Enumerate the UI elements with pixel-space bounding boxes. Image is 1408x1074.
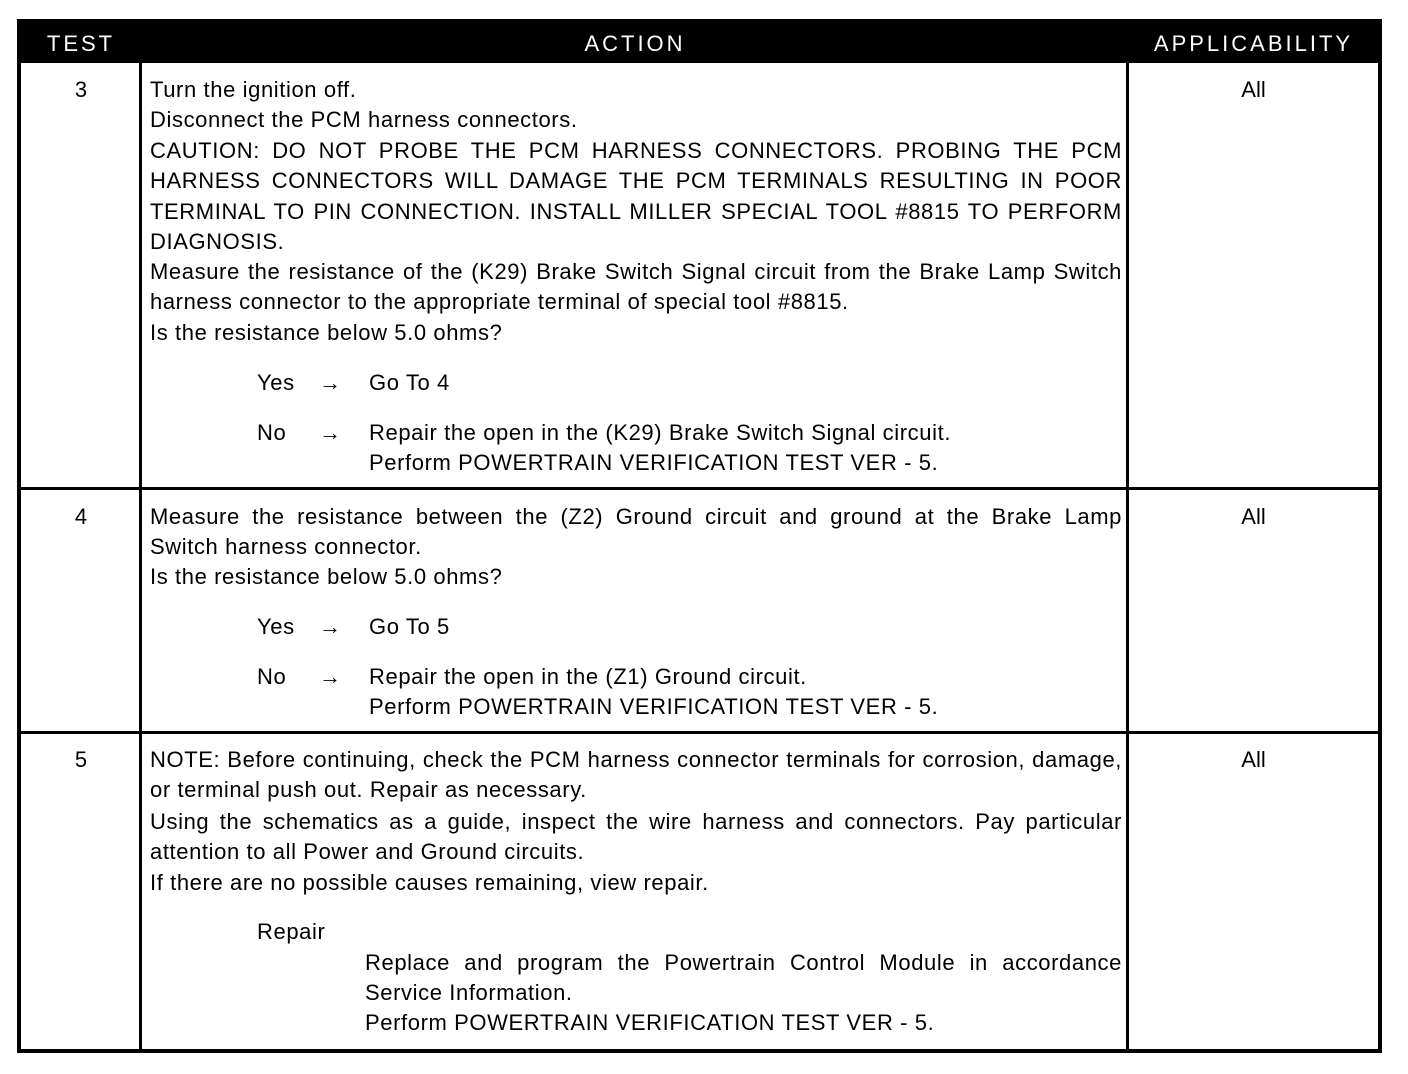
right-arrow-icon: → [319, 614, 342, 639]
yes-result: Go To 4 [369, 370, 450, 395]
diagnostic-table [17, 19, 1382, 1053]
applicability-value: All [1241, 77, 1266, 102]
no-label: No [257, 420, 287, 445]
no-result-verification: Perform POWERTRAIN VERIFICATION TEST VER - 5. [369, 694, 939, 719]
test-number: 3 [74, 77, 88, 102]
applicability-value: All [1241, 504, 1266, 529]
right-arrow-icon: → [319, 664, 342, 689]
applicability-value: All [1241, 747, 1266, 772]
repair-label: Repair [257, 919, 326, 944]
yes-label: Yes [257, 370, 295, 395]
action-step: Using the schematics as a guide, inspect the wire harness and connectors. Pay particular attention to all Power and Ground circuits. [150, 809, 1122, 865]
repair-verification: Perform POWERTRAIN VERIFICATION TEST VER - 5. [365, 1010, 935, 1035]
action-question: Is the resistance below 5.0 ohms? [150, 564, 503, 589]
row-divider [21, 487, 1378, 490]
repair-text: Replace and program the Powertrain Control Module in accordance Service Information. [365, 950, 1122, 1006]
test-number: 4 [74, 504, 88, 529]
test-number: 5 [74, 747, 88, 772]
caution-text: CAUTION: DO NOT PROBE THE PCM HARNESS CONNECTORS. PROBING THE PCM HARNESS CONNECTORS WILL DAMAGE THE PCM TERMINALS RESULTING IN POOR TERMINAL TO PIN CONNECTION. INSTALL MILLER SPECIAL TOOL #8815 TO PERFORM DIAGNOSIS. [150, 138, 1122, 254]
column-divider [1126, 23, 1129, 1049]
right-arrow-icon: → [319, 370, 342, 395]
table-header [21, 23, 1378, 63]
note-text: NOTE: Before continuing, check the PCM harness connector terminals for corrosion, damage, or terminal push out. Repair as necessary. [150, 747, 1122, 803]
no-result-verification: Perform POWERTRAIN VERIFICATION TEST VER - 5. [369, 450, 939, 475]
action-step: Measure the resistance of the (K29) Brake Switch Signal circuit from the Brake Lamp Switch harness connector to the appropriate terminal of special tool #8815. [150, 259, 1122, 315]
header-action: ACTION [584, 31, 686, 56]
no-result: Repair the open in the (Z1) Ground circuit. [369, 664, 807, 689]
action-step: Disconnect the PCM harness connectors. [150, 107, 578, 132]
row-divider [21, 731, 1378, 734]
no-result: Repair the open in the (K29) Brake Switch Signal circuit. [369, 420, 952, 445]
header-applicability: APPLICABILITY [1153, 31, 1354, 56]
action-step: Measure the resistance between the (Z2) Ground circuit and ground at the Brake Lamp Switch harness connector. [150, 504, 1122, 560]
right-arrow-icon: → [319, 420, 342, 445]
no-label: No [257, 664, 287, 689]
action-step: Turn the ignition off. [150, 77, 357, 102]
action-step: If there are no possible causes remaining, view repair. [150, 870, 709, 895]
column-divider [139, 23, 142, 1049]
yes-result: Go To 5 [369, 614, 450, 639]
header-test: TEST [46, 31, 116, 56]
yes-label: Yes [257, 614, 295, 639]
action-question: Is the resistance below 5.0 ohms? [150, 320, 503, 345]
